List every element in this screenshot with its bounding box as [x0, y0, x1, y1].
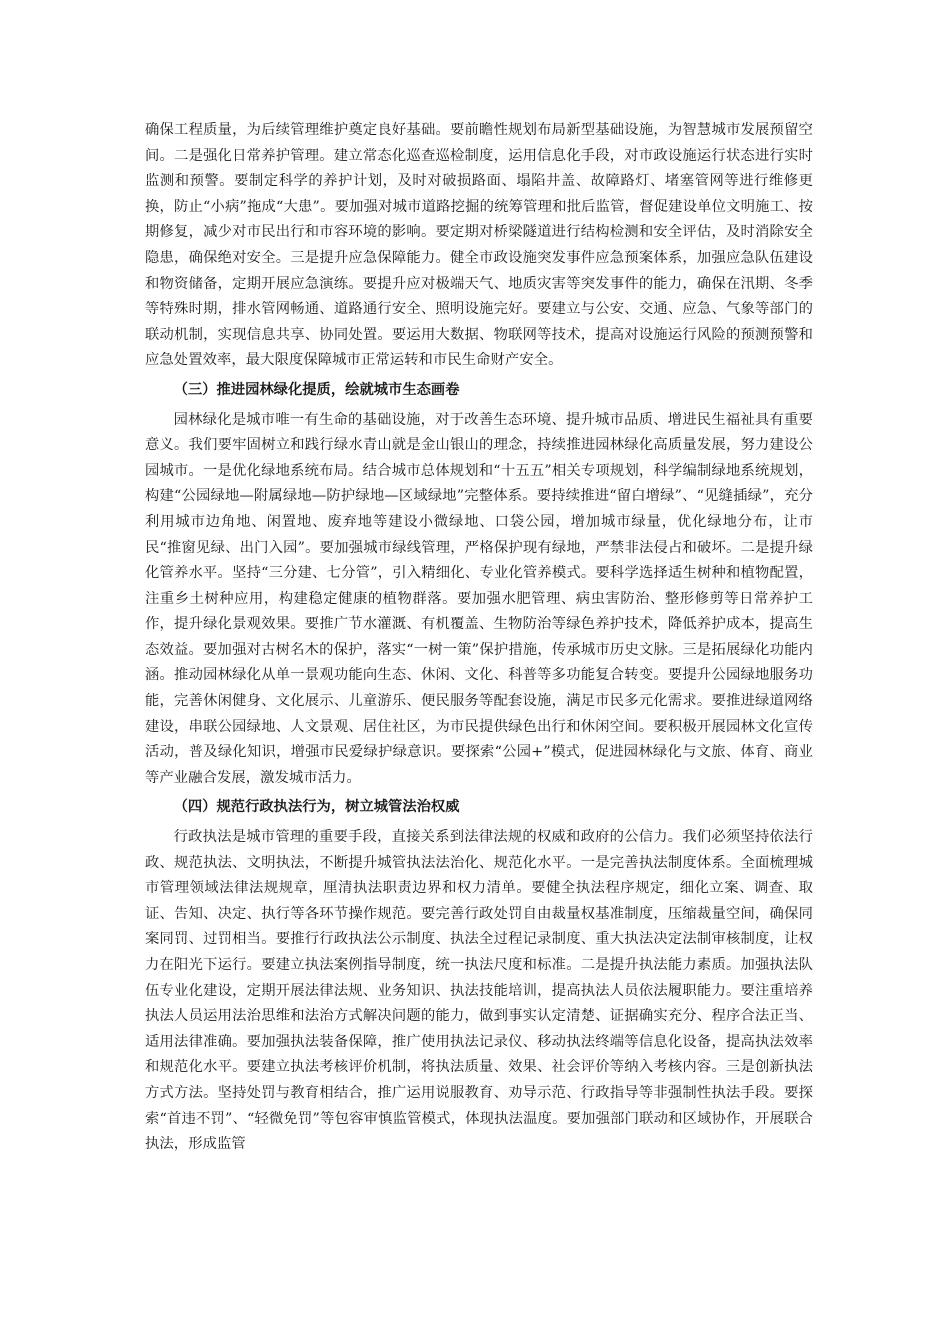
- section-heading-law-enforcement: （四）规范行政执法行为，树立城管法治权威: [173, 799, 460, 816]
- paragraph-municipal-facilities: 确保工程质量，为后续管理维护奠定良好基础。要前瞻性规划布局新型基础设施，为智慧城市发展预留空间。二是强化日常养护管理。建立常态化巡查巡检制度，运用信息化手段，对市政设施运行状态进行实时监测和预警。要制定科学的养护计划，及时对破损路面、塌陷井盖、故障路灯、堵塞管网等进行维修更换，防止“小病”拖成“大患”。要加强对城市道路挖掘的统筹管理和批后监管，督促建设单位文明施工、按期修复，减少对市民出行和市容环境的影响。要定期对桥梁隧道进行结构检测和安全评估，及时消除安全隐患，确保绝对安全。三是提升应急保障能力。健全市政设施突发事件应急预案体系，加强应急队伍建设和物资储备，定期开展应急演练。要提升应对极端天气、地质灾害等突发事件的能力，确保在汛期、冬季等特殊时期，排水管网畅通、道路通行安全、照明设施完好。要建立与公安、交通、应急、气象等部门的联动机制，实现信息共享、协同处置。要运用大数据、物联网等技术，提高对设施运行风险的预测预警和应急处置效率，最大限度保障城市正常运转和市民生命财产安全。: [145, 122, 813, 369]
- section-heading-landscaping: （三）推进园林绿化提质，绘就城市生态画卷: [173, 381, 460, 398]
- document-page: [145, 118, 813, 1158]
- paragraph-law-enforcement: 行政执法是城市管理的重要手段，直接关系到法律法规的权威和政府的公信力。我们必须坚持依法行政、规范执法、文明执法，不断提升城管执法法治化、规范化水平。一是完善执法制度体系。全面梳理城市管理领域法律法规规章，厘清执法职责边界和权力清单。要健全执法程序规定，细化立案、调查、取证、告知、决定、执行等各环节操作规范。要完善行政处罚自由裁量权基准制度，压缩裁量空间，确保同案同罚、过罚相当。要推行行政执法公示制度、执法全过程记录制度、重大执法决定法制审核制度，让权力在阳光下运行。要建立执法案例指导制度，统一执法尺度和标准。二是提升执法能力素质。加强执法队伍专业化建设，定期开展法律法规、业务知识、执法技能培训，提高执法人员依法履职能力。要注重培养执法人员运用法治思维和法治方式解决问题的能力，做到事实认定清楚、证据确实充分、程序合法正当、适用法律准确。要加强执法装备保障，推广使用执法记录仪、移动执法终端等信息化设备，提高执法效率和规范化水平。要建立执法考核评价机制，将执法质量、效果、社会评价等纳入考核内容。三是创新执法方式方法。坚持处罚与教育相结合，推广运用说服教育、劝导示范、行政指导等非强制性执法手段。要探索“首违不罚”、“轻微免罚”等包容审慎监管模式，体现执法温度。要加强部门联动和区域协作，开展联合执法，形成监管: [145, 829, 813, 1153]
- paragraph-landscaping: 园林绿化是城市唯一有生命的基础设施，对于改善生态环境、提升城市品质、增进民生福祉具有重要意义。我们要牢固树立和践行绿水青山就是金山银山的理念，持续推进园林绿化高质量发展，努力建设公园城市。一是优化绿地系统布局。结合城市总体规划和“十五五”相关专项规划，科学编制绿地系统规划，构建“公园绿地—附属绿地—防护绿地—区域绿地”完整体系。要持续推进“留白增绿”、“见缝插绿”，充分利用城市边角地、闲置地、废弃地等建设小微绿地、口袋公园，增加城市绿量，优化绿地分布，让市民“推窗见绿、出门入园”。要加强城市绿线管理，严格保护现有绿地，严禁非法侵占和破坏。二是提升绿化管养水平。坚持“三分建、七分管”，引入精细化、专业化管养模式。要科学选择适生树种和植物配置，注重乡土树种应用，构建稳定健康的植物群落。要加强水肥管理、病虫害防治、整形修剪等日常养护工作，提升绿化景观效果。要推广节水灌溉、有机覆盖、生物防治等绿色养护技术，降低养护成本，提高生态效益。要加强对古树名木的保护，落实“一树一策”保护措施，传承城市历史文脉。三是拓展绿化功能内涵。推动园林绿化从单一景观功能向生态、休闲、文化、科普等多功能复合转变。要提升公园绿地服务功能，完善休闲健身、文化展示、儿童游乐、便民服务等配套设施，满足市民多元化需求。要推进绿道网络建设，串联公园绿地、人文景观、居住社区，为市民提供绿色出行和休闲空间。要积极开展园林文化宣传活动，普及绿化知识，增强市民爱绿护绿意识。要探索“公园+”模式，促进园林绿化与文旅、体育、商业等产业融合发展，激发城市活力。: [145, 411, 813, 786]
